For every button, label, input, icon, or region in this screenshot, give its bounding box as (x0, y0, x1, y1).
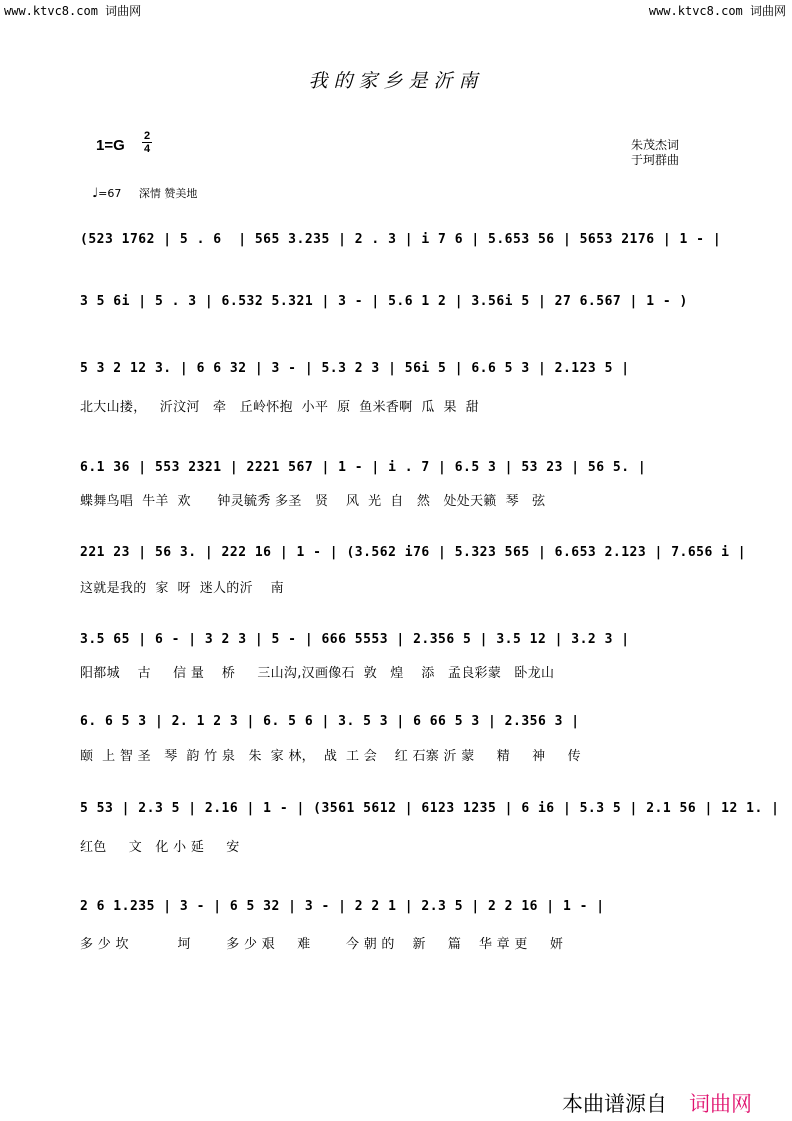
tempo-marking (92, 185, 197, 201)
lyric-line: 蝶舞鸟唱 牛羊 欢 钟灵毓秀 多圣 贤 风 光 自 然 处处天籁 琴 弦 (80, 494, 546, 509)
expression-marking: 深情 赞美地 (138, 187, 198, 200)
score-row: 3 5 6i | 5 . 3 | 6.532 5.321 | 3 - | 5.6 1 2 | 3.56i 5 | 27 6.567 | 1 - ) (80, 294, 688, 309)
lyric-line: 北大山搂， 沂汶河 牵 丘岭怀抱 小平 原 鱼米香啊 瓜 果 甜 (80, 400, 479, 415)
lyric-line: 多 少 坎 坷 多 少 艰 难 今 朝 的 新 篇 华 章 更 妍 (80, 937, 564, 952)
song-title: 我的家乡是沂南 (308, 70, 484, 92)
score-row: 221 23 | 56 3. | 222 16 | 1 - | (3.562 i76 | 5.323 565 | 6.653 2.123 | 7.656 i | (80, 545, 747, 560)
time-sig-bottom: 4 (143, 143, 151, 155)
score-row: 5 53 | 2.3 5 | 2.16 | 1 - | (3561 5612 | 6123 1235 | 6 i6 | 5.3 5 | 2.1 56 | 12 1. | (80, 801, 780, 816)
time-signature (141, 130, 153, 155)
composer: 于珂群曲 (631, 153, 680, 167)
quarter-note-icon: ♩ (92, 186, 99, 201)
lyric-line: 这就是我的 家 呀 迷人的沂 南 (80, 581, 284, 596)
footer-source: 本曲谱源自 (562, 1092, 667, 1116)
tempo-value: =67 (98, 187, 122, 200)
lyric-line: 阳都城 古 信 量 桥 三山沟,汉画像石 敦 煌 添 孟良彩蒙 卧龙山 (80, 666, 555, 681)
credits (631, 138, 679, 168)
footer-brand[interactable]: 词曲网 (689, 1092, 752, 1116)
score-row: 5 3 2 12 3. | 6 6 32 | 3 - | 5.3 2 3 | 56i 5 | 6.6 5 3 | 2.123 5 | (80, 361, 630, 376)
score-row: 3.5 65 | 6 - | 3 2 3 | 5 - | 666 5553 | 2.356 5 | 3.5 12 | 3.2 3 | (80, 632, 630, 647)
lyric-line: 颐 上 智 圣 琴 韵 竹 泉 朱 家 林， 战 工 会 红 石寨 沂 蒙 精 神 传 (80, 749, 581, 764)
score-row: 2 6 1.235 | 3 - | 6 5 32 | 3 - | 2 2 1 | 2.3 5 | 2 2 16 | 1 - | (80, 899, 605, 914)
watermark-left: www.ktvc8.com 词曲网 (4, 4, 142, 18)
lyric-line: 红色 文 化 小 延 安 (80, 840, 240, 855)
time-sig-top: 2 (143, 130, 151, 142)
key-signature: 1=G (96, 137, 125, 154)
score-row: 6. 6 5 3 | 2. 1 2 3 | 6. 5 6 | 3. 5 3 | 6 66 5 3 | 2.356 3 | (80, 714, 580, 729)
score-row: 6.1 36 | 553 2321 | 2221 567 | 1 - | i . 7 | 6.5 3 | 53 23 | 56 5. | (80, 460, 647, 475)
score-row: (523 1762 | 5 . 6 | 565 3.235 | 2 . 3 | i 7 6 | 5.653 56 | 5653 2176 | 1 - | (80, 232, 722, 247)
lyricist: 朱茂杰词 (631, 138, 680, 152)
watermark-right: www.ktvc8.com 词曲网 (648, 4, 786, 18)
footer (562, 1088, 752, 1118)
